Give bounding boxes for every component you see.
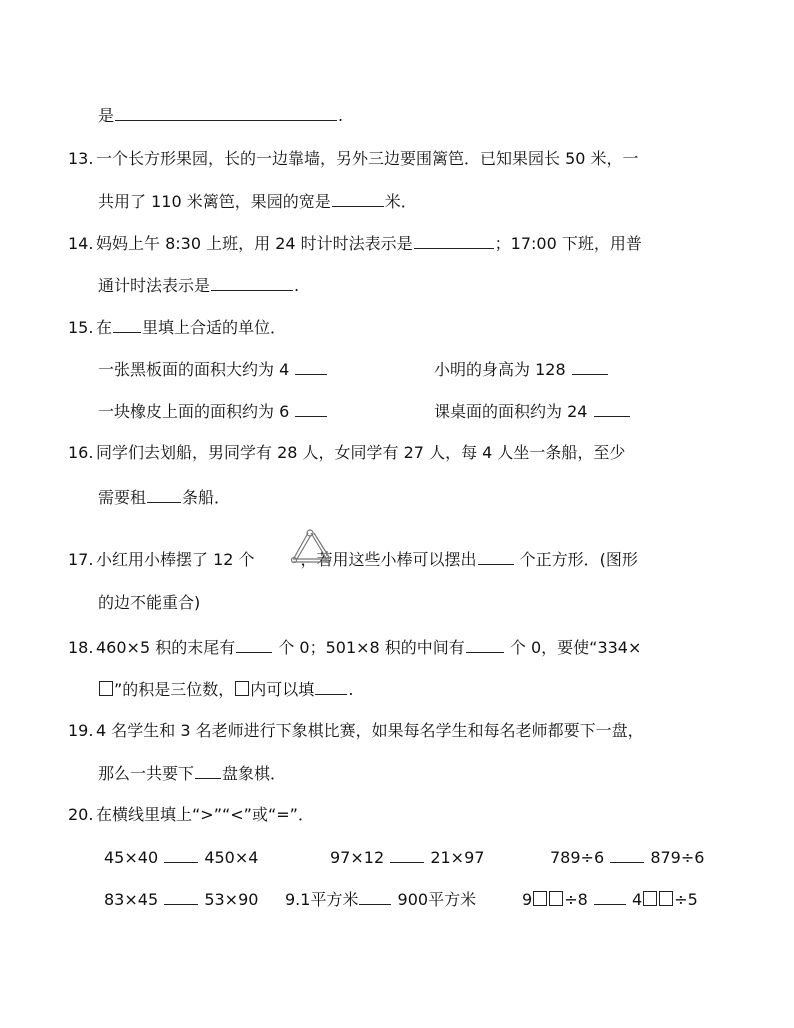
question-15-item: 小明的身高为 128 [434,358,609,381]
question-20-head: 20. 在横线里填上“>”“<”或“=”． [68,805,314,824]
answer-blank[interactable] [610,846,644,863]
compare-item: 9.1平方米 900平方米 [285,890,477,909]
question-number: 19. [68,721,94,740]
question-15-head: 15. 在 里填上合适的单位． [68,318,287,337]
question-number: 17. [68,550,94,569]
answer-blank[interactable] [115,104,337,121]
answer-blank[interactable] [315,678,347,695]
question-18-line1: 18. 460×5 积的末尾有 个 0；501×8 积的中间有 个 0，要使“334× [68,638,642,657]
answer-blank[interactable] [594,400,630,417]
question-number: 16. [68,443,94,462]
answer-blank[interactable] [390,846,424,863]
question-15-item: 课桌面的面积约为 24 [434,400,631,423]
question-15-item: 一块橡皮上面的面积约为 6 [98,400,328,423]
answer-blank[interactable] [466,636,504,653]
question-19-line1: 19. 4 名学生和 3 名老师进行下象棋比赛，如果每名学生和每名老师都要下一盘， [68,721,644,740]
question-17-line1: 17. 小红用小棒摆了 12 个 ，若用这些小棒可以摆出 个正方形．(图形 [68,550,638,569]
question-number: 13. [68,149,94,168]
question-16-line2: 需要租 条船． [98,488,231,507]
question-number: 15. [68,318,94,337]
question-14-line2: 通计时法表示是 . [98,276,300,295]
answer-blank[interactable] [211,274,293,291]
answer-blank[interactable] [359,888,391,905]
compare-item: 97×12 21×97 [330,848,485,867]
question-number: 20. [68,805,94,824]
answer-blank[interactable] [572,358,608,375]
question-number: 14. [68,234,94,253]
question-13-line1: 13. 一个长方形果园，长的一边靠墙，另外三边要围篱笆．已知果园长 50 米，一 [68,149,639,168]
question-14-line1: 14. 妈妈上午 8:30 上班，用 24 时计时法表示是 ；17:00 下班，用普 [68,234,642,253]
question-number: 18. [68,638,94,657]
empty-box[interactable] [235,681,249,696]
answer-blank [113,316,141,333]
q12-tail: 是 . [98,106,344,125]
answer-blank[interactable] [295,400,327,417]
answer-blank[interactable] [332,190,384,207]
compare-item: 83×45 53×90 [104,890,259,909]
compare-item: 45×40 450×4 [104,848,259,867]
answer-blank[interactable] [147,486,181,503]
answer-blank[interactable] [164,888,198,905]
empty-box[interactable] [643,891,657,906]
question-13-line2: 共用了 110 米篱笆，果园的宽是 米． [98,192,417,211]
answer-blank[interactable] [478,548,514,565]
question-17-line2: 的边不能重合) [98,593,201,612]
question-15-item: 一张黑板面的面积大约为 4 [98,358,328,381]
compare-item: 789÷6 879÷6 [550,848,705,867]
empty-box[interactable] [549,891,563,906]
empty-box[interactable] [659,891,673,906]
answer-blank[interactable] [236,636,272,653]
answer-blank[interactable] [195,762,221,779]
empty-box[interactable] [99,681,113,696]
question-18-line2: ”的积是三位数， 内可以填 . [98,678,353,701]
triangle-sticks-icon [288,527,334,565]
empty-box[interactable] [533,891,547,906]
answer-blank[interactable] [594,888,626,905]
compare-item: 9 ÷8 4 ÷5 [522,890,698,909]
answer-blank[interactable] [295,358,327,375]
question-19-line2: 那么一共要下 盘象棋． [98,764,287,783]
question-16-line1: 16. 同学们去划船，男同学有 28 人，女同学有 27 人，每 4 人坐一条船，至少 [68,443,626,462]
answer-blank[interactable] [164,846,198,863]
answer-blank[interactable] [414,232,494,249]
